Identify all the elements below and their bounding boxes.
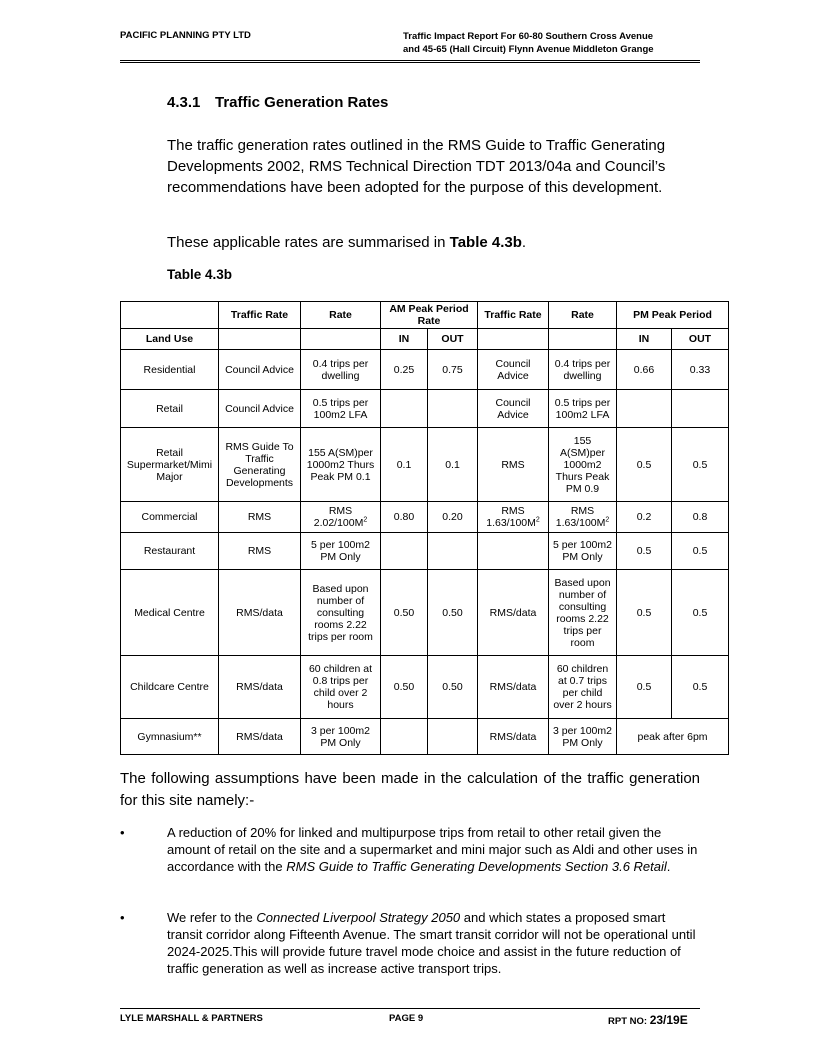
cell-am-rate [301,502,381,533]
assumptions-paragraph: The following assumptions have been made in the calculation of the traffic generation for this site namely:- [120,770,700,809]
header-divider [120,60,700,63]
cell-pm-out [672,390,729,428]
header-land-use: Land Use [121,329,219,350]
cell-pm-rate: 0.4 trips per dwelling [549,350,617,390]
table-caption: Table 4.3b [167,267,233,282]
cell-pm-in: 0.5 [617,570,672,656]
bullet-text-after: and which states a proposed smart transit corridor along Fifteenth Avenue. The smart transit corridor will not be operational until 2024-2025.This will provide future travel mode choice and assist in the future reduction of traffic generation as well as increase active transport trips. [167,910,696,976]
superscript-2: 2 [535,516,540,524]
cell-pm-rate: 155 A(SM)per 1000m2 Thurs Peak PM 0.9 [549,428,617,502]
cell-am-traffic: RMS [219,533,301,570]
header-blank-cell [121,302,219,329]
cell-am-rate: 0.5 trips per 100m2 LFA [301,390,381,428]
cell-land-use: Restaurant [121,533,219,570]
cell-pm-traffic: Council Advice [478,390,549,428]
bullet-italic-ref: Connected Liverpool Strategy 2050 [256,910,461,925]
cell-pm-in: 0.5 [617,428,672,502]
cell-pm-rate: 3 per 100m2 PM Only [549,719,617,755]
header-report-line1: Traffic Impact Report For 60-80 Southern Cross Avenue [403,31,654,42]
cell-am-rate: 5 per 100m2 PM Only [301,533,381,570]
cell-pm-out: 0.5 [672,570,729,656]
cell-pm-out: 0.5 [672,428,729,502]
table-row-commercial [121,502,729,533]
bullet-text [167,909,700,977]
cell-am-out: 0.50 [428,570,478,656]
cell-land-use: Residential [121,350,219,390]
cell-am-rate: 155 A(SM)per 1000m2 Thurs Peak PM 0.1 [301,428,381,502]
table-row-medical-centre [121,570,729,656]
header-report-line2: and 45-65 (Hall Circuit) Flynn Avenue Middleton Grange [403,44,654,55]
cell-pm-in: 0.5 [617,656,672,719]
cell-am-traffic: RMS/data [219,656,301,719]
cell-am-out: 0.75 [428,350,478,390]
cell-land-use: Childcare Centre [121,656,219,719]
summary-suffix: . [521,234,527,251]
bullet-text-before: We refer to the [167,910,257,925]
cell-land-use: Gymnasium** [121,719,219,755]
cell-pm-in: 0.5 [617,533,672,570]
table-header-row [121,302,729,329]
summary-table-ref: Table 4.3b [449,234,522,251]
cell-pm-traffic: RMS/data [478,656,549,719]
cell-pm-rate: Based upon number of consulting rooms 2.22 trips per room [549,570,617,656]
subheader-blank-cell [301,329,381,350]
cell-pm-out: 0.5 [672,533,729,570]
cell-am-in [381,533,428,570]
cell-am-traffic: RMS Guide To Traffic Generating Developments [219,428,301,502]
header-traffic-rate: Traffic Rate [219,302,301,329]
cell-am-in: 0.25 [381,350,428,390]
cell-am-rate: 3 per 100m2 PM Only [301,719,381,755]
superscript-2: 2 [363,516,368,524]
cell-am-rate: 0.4 trips per dwelling [301,350,381,390]
subheader-blank-cell [219,329,301,350]
table-subheader-row [121,329,729,350]
traffic-rates-table [120,301,729,755]
cell-pm-traffic [478,533,549,570]
cell-am-traffic: RMS/data [219,719,301,755]
cell-pm-rate [549,502,617,533]
header-rate-pm: Rate [549,302,617,329]
table-row-gymnasium [121,719,729,755]
cell-pm-traffic [478,502,549,533]
cell-pm-traffic: RMS/data [478,719,549,755]
header-pm-out: OUT [672,329,729,350]
section-title: Traffic Generation Rates [215,94,389,111]
cell-am-traffic: RMS/data [219,570,301,656]
cell-pm-peak-note: peak after 6pm [617,719,729,755]
cell-pm-traffic: RMS/data [478,570,549,656]
table-row-restaurant [121,533,729,570]
subheader-blank-cell [549,329,617,350]
cell-pm-in: 0.2 [617,502,672,533]
cell-pm-out: 0.33 [672,350,729,390]
summary-prefix: These applicable rates are summarised in [167,234,450,251]
footer-firm: LYLE MARSHALL & PARTNERS [120,1013,263,1024]
table-row-childcare-centre [121,656,729,719]
cell-pm-out: 0.5 [672,656,729,719]
cell-am-out: 0.20 [428,502,478,533]
footer-divider [120,1008,700,1009]
header-am-in: IN [381,329,428,350]
header-am-peak: AM Peak Period Rate [381,302,478,329]
cell-pm-traffic: Council Advice [478,350,549,390]
cell-land-use: Retail [121,390,219,428]
subheader-blank-cell [478,329,549,350]
cell-land-use: Medical Centre [121,570,219,656]
table-row-retail-supermarket [121,428,729,502]
cell-am-traffic: RMS [219,502,301,533]
cell-pm-rate-text: RMS 1.63/100M [555,505,606,529]
cell-pm-traffic-text: RMS 1.63/100M [486,505,536,529]
cell-am-out [428,719,478,755]
bullet-text-before: A reduction of 20% for linked and multipurpose trips from retail to other retail given the amount of retail on the site and a supermarket and mini major such as Aldi and other uses in accordance with the [167,825,698,874]
header-company: PACIFIC PLANNING PTY LTD [120,30,251,41]
cell-am-in: 0.1 [381,428,428,502]
cell-am-in: 0.50 [381,656,428,719]
cell-land-use: Retail Supermarket/Mimi Major [121,428,219,502]
cell-pm-rate: 5 per 100m2 PM Only [549,533,617,570]
cell-am-traffic: Council Advice [219,350,301,390]
cell-am-out: 0.1 [428,428,478,502]
bullet-text [167,824,700,875]
footer-page-number: PAGE 9 [389,1013,424,1024]
cell-am-rate: Based upon number of consulting rooms 2.22 trips per room [301,570,381,656]
section-number: 4.3.1 [167,94,201,111]
cell-am-out: 0.50 [428,656,478,719]
cell-pm-in: 0.66 [617,350,672,390]
bullet-text-after: . [666,859,671,874]
cell-am-in: 0.80 [381,502,428,533]
cell-pm-in [617,390,672,428]
footer-report-label: RPT NO: [608,1016,650,1027]
footer-report-number [608,1013,688,1027]
header-am-out: OUT [428,329,478,350]
cell-land-use: Commercial [121,502,219,533]
footer-report-id: 23/19E [649,1013,688,1027]
cell-am-in [381,390,428,428]
bullet-marker: • [120,910,125,925]
cell-am-in: 0.50 [381,570,428,656]
header-pm-in: IN [617,329,672,350]
header-pm-peak: PM Peak Period [617,302,729,329]
cell-am-out [428,390,478,428]
superscript-2: 2 [605,516,610,524]
summary-paragraph [167,232,702,253]
header-traffic-rate-pm: Traffic Rate [478,302,549,329]
cell-pm-out: 0.8 [672,502,729,533]
table-row-residential [121,350,729,390]
cell-pm-traffic: RMS [478,428,549,502]
cell-pm-rate: 60 children at 0.7 trips per child over 2 hours [549,656,617,719]
cell-am-out [428,533,478,570]
bullet-marker: • [120,825,125,840]
bullet-italic-ref: RMS Guide to Traffic Generating Developments Section 3.6 Retail [286,859,667,874]
cell-pm-rate: 0.5 trips per 100m2 LFA [549,390,617,428]
cell-am-rate-text: RMS 2.02/100M [313,505,364,529]
section-heading [167,94,388,111]
header-rate: Rate [301,302,381,329]
cell-am-traffic: Council Advice [219,390,301,428]
header-report-title [403,30,654,56]
cell-am-in [381,719,428,755]
table-row-retail [121,390,729,428]
cell-am-rate: 60 children at 0.8 trips per child over 2 hours [301,656,381,719]
intro-paragraph: The traffic generation rates outlined in the RMS Guide to Traffic Generating Developments 2002, RMS Technical Direction TDT 2013/04a and Council’s recommendations have been adopted for the purpose of this development. [167,137,666,196]
